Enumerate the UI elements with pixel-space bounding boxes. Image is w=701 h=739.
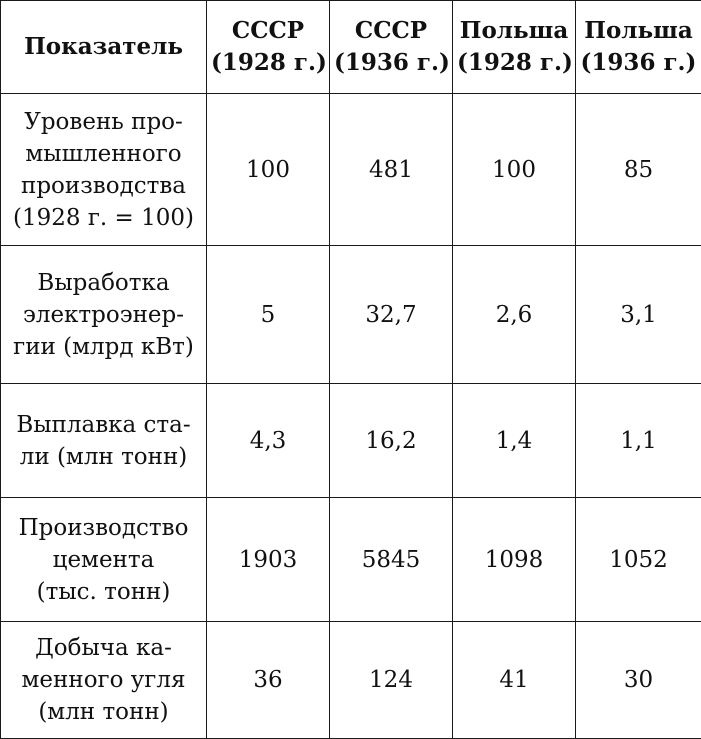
value-cell: 1052 <box>576 498 701 622</box>
row-label-cell <box>1 498 207 622</box>
row-label-cell <box>1 384 207 498</box>
row-label-line: Добыча ка- <box>35 635 172 661</box>
row-label-line: электроэнер- <box>22 301 185 328</box>
value-cell: 1903 <box>207 498 330 622</box>
value-cell: 41 <box>453 622 576 739</box>
row-label-line: гии (млрд кВт) <box>13 333 194 360</box>
row-label-line: менного угля <box>21 667 186 693</box>
value-cell: 85 <box>576 94 701 246</box>
value-cell: 3,1 <box>576 246 701 384</box>
value-cell: 32,7 <box>330 246 453 384</box>
row-label-line: мышленного <box>25 140 182 167</box>
header-country: Польша <box>584 17 693 44</box>
header-year: (1936 г.) <box>334 49 450 76</box>
row-label-line: Выработка <box>37 269 170 296</box>
row-label-cell <box>1 622 207 739</box>
value-cell: 100 <box>453 94 576 246</box>
row-label-cell <box>1 94 207 246</box>
value-cell: 2,6 <box>453 246 576 384</box>
row-label-line: Производство <box>18 514 189 541</box>
value-cell: 1,1 <box>576 384 701 498</box>
row-label-cell <box>1 246 207 384</box>
value-cell: 4,3 <box>207 384 330 498</box>
value-cell: 124 <box>330 622 453 739</box>
value-cell: 1,4 <box>453 384 576 498</box>
header-country: СССР <box>354 17 428 44</box>
row-label-line: цемента <box>52 546 155 573</box>
value-cell: 30 <box>576 622 701 739</box>
header-year: (1928 г.) <box>211 49 327 76</box>
row-label-line: ли (млн тонн) <box>19 443 188 470</box>
value-cell: 5845 <box>330 498 453 622</box>
row-label-line: производства <box>21 172 186 199</box>
header-country: СССР <box>231 17 305 44</box>
table-row <box>1 384 701 498</box>
table-row <box>1 246 701 384</box>
header-year: (1936 г.) <box>580 49 697 76</box>
header-row <box>1 1 701 94</box>
header-indicator-text: Показатель <box>24 33 183 60</box>
value-cell: 16,2 <box>330 384 453 498</box>
table-row <box>1 94 701 246</box>
table-row <box>1 498 701 622</box>
row-label-line: (1928 г. = 100) <box>13 204 194 231</box>
row-label-line: Уровень про- <box>24 108 183 135</box>
table-row <box>1 622 701 739</box>
row-label-line: Выплавка ста- <box>16 411 191 438</box>
row-label-line: (тыс. тонн) <box>36 578 171 605</box>
value-cell: 5 <box>207 246 330 384</box>
header-poland-1928 <box>453 1 576 94</box>
row-label-line: (млн тонн) <box>38 699 169 725</box>
header-ussr-1928 <box>207 1 330 94</box>
header-year: (1928 г.) <box>457 49 573 76</box>
header-country: Польша <box>459 17 569 44</box>
value-cell: 100 <box>207 94 330 246</box>
header-poland-1936 <box>576 1 701 94</box>
value-cell: 481 <box>330 94 453 246</box>
header-ussr-1936 <box>330 1 453 94</box>
header-indicator <box>1 1 207 94</box>
value-cell: 36 <box>207 622 330 739</box>
value-cell: 1098 <box>453 498 576 622</box>
